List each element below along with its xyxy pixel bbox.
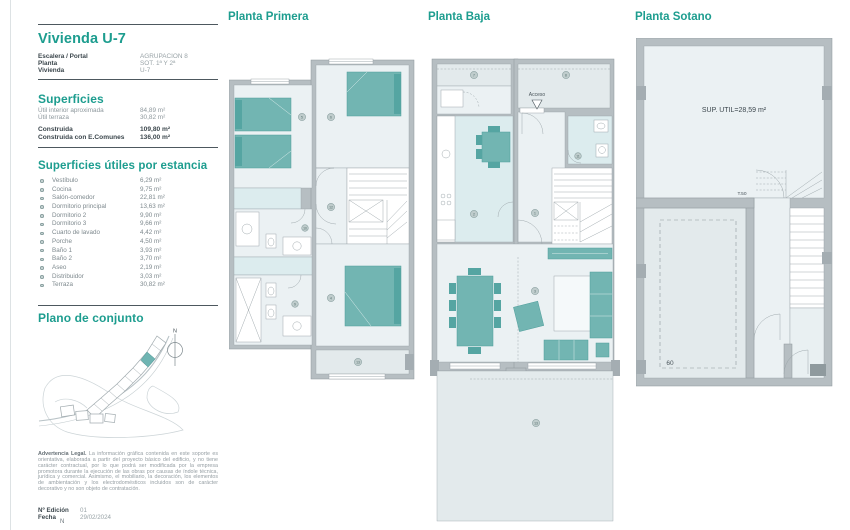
- site-plan-drawing: [35, 324, 218, 442]
- svg-text:7: 7: [473, 73, 475, 78]
- dining-table: [449, 268, 501, 354]
- svg-text:3: 3: [534, 289, 536, 294]
- bullet-icon: [40, 214, 44, 218]
- superficie-row: Útil terraza 30,82 m²: [38, 114, 166, 122]
- estancia-row: Baño 2 3,70 m²: [38, 255, 218, 264]
- bullet-icon: [40, 240, 44, 244]
- planta-primera-plan: [229, 54, 416, 380]
- acceso-label: Acceso: [528, 92, 546, 98]
- bullet-icon: [40, 205, 44, 209]
- bullet-icon: [40, 284, 44, 288]
- divider: [38, 79, 218, 80]
- estancia-row: Porche 4,50 m²: [38, 238, 218, 247]
- estancia-row: Aseo 2,19 m²: [38, 264, 218, 273]
- svg-text:10: 10: [303, 226, 307, 231]
- info-row: Planta SOT. 1ª Y 2ª: [38, 60, 176, 67]
- bullet-icon: [40, 275, 44, 279]
- terrace: [437, 371, 613, 521]
- estancia-row: Dormitorio 2 9,90 m²: [38, 212, 218, 221]
- bullet-icon: [40, 232, 44, 236]
- svg-text:9: 9: [294, 302, 296, 307]
- bullet-icon: [40, 249, 44, 253]
- planta-sotano-title: Planta Sotano: [635, 11, 712, 23]
- estancias-list: [38, 177, 218, 290]
- svg-text:6: 6: [330, 115, 332, 120]
- sup-util-label: SUP. UTIL=28,59 m²: [701, 107, 767, 114]
- svg-text:13: 13: [356, 360, 360, 365]
- unit-info-table: [38, 53, 218, 74]
- divider: [38, 24, 218, 25]
- bottom-compass-icon: N: [60, 519, 65, 525]
- info-row: Vivienda U-7: [38, 67, 151, 74]
- bullet-icon: [40, 188, 44, 192]
- estancia-row: Baño 1 3,93 m²: [38, 247, 218, 256]
- svg-text:5: 5: [301, 115, 303, 120]
- estancia-row: Vestíbulo 6,29 m²: [38, 177, 218, 186]
- svg-text:8: 8: [565, 73, 567, 78]
- estancias-title: Superficies útiles por estancia: [38, 160, 208, 172]
- superficie-row: Útil interior aproximada 84,89 m²: [38, 107, 166, 114]
- superficies-table: [38, 107, 218, 142]
- bullet-icon: [40, 223, 44, 227]
- svg-text:11: 11: [576, 154, 580, 159]
- planta-baja-plan: [430, 54, 620, 526]
- svg-text:N: N: [173, 328, 177, 335]
- superficie-row-bold: Construida 109,80 m²: [38, 125, 171, 133]
- edition-row: Nº Edición 01: [38, 507, 87, 514]
- svg-text:12: 12: [329, 205, 333, 210]
- estancia-row: Dormitorio 3 9,66 m²: [38, 220, 218, 229]
- planta-primera-title: Planta Primera: [228, 11, 309, 23]
- estancia-row: Salón-comedor 22,81 m²: [38, 194, 218, 203]
- divider: [38, 305, 218, 306]
- estancia-row: Dormitorio principal 13,63 m²: [38, 203, 218, 212]
- info-row: Escalera / Portal AGRUPACION 8: [38, 53, 188, 60]
- bullet-icon: [40, 179, 44, 183]
- svg-text:4: 4: [330, 296, 332, 301]
- estancia-row: Distribuidor 3,03 m²: [38, 273, 218, 282]
- planta-sotano-plan: [636, 38, 845, 388]
- edition-row: Fecha 29/02/2024: [38, 514, 111, 521]
- divider: [38, 147, 218, 148]
- conjunto-title: Plano de conjunto: [38, 311, 144, 325]
- bullet-icon: [40, 258, 44, 262]
- svg-text:1: 1: [534, 211, 536, 216]
- page-title: Vivienda U-7: [38, 31, 126, 47]
- stairs: [552, 168, 612, 244]
- bullet-icon: [40, 197, 44, 201]
- svg-text:60: 60: [666, 360, 674, 367]
- page-fold-line: [10, 0, 11, 530]
- estancia-row: Terraza 30,82 m²: [38, 281, 218, 290]
- estancia-row: Cuarto de lavado 4,42 m²: [38, 229, 218, 238]
- bullet-icon: [40, 266, 44, 270]
- compass-icon: [168, 329, 183, 367]
- legal-disclaimer: Advertencia Legal. La información gráfica contenida en este soporte es orientativa, elaborada a partir del proyecto básico del edificio, y no tiene carácter contractual, por lo que podrá ser modificada por la empresa promotora durante la ejecución de las obras por causas de índole técnica, jurídica y comercial. Asimismo, el mobiliario, la decoración, los elementos de ambientación y los electrodomésticos incluidos son de carácter decorativo y no son objeto de contratación.: [38, 451, 218, 493]
- svg-text:13: 13: [534, 421, 538, 426]
- t50-label: T.50: [737, 192, 747, 197]
- svg-text:2: 2: [473, 212, 475, 217]
- superficies-title: Superficies: [38, 92, 104, 106]
- planta-baja-title: Planta Baja: [428, 11, 490, 23]
- edition-block: [38, 507, 218, 521]
- estancia-row: Cocina 9,75 m²: [38, 186, 218, 195]
- superficie-row-bold: Construida con E.Comunes 136,00 m²: [38, 133, 171, 141]
